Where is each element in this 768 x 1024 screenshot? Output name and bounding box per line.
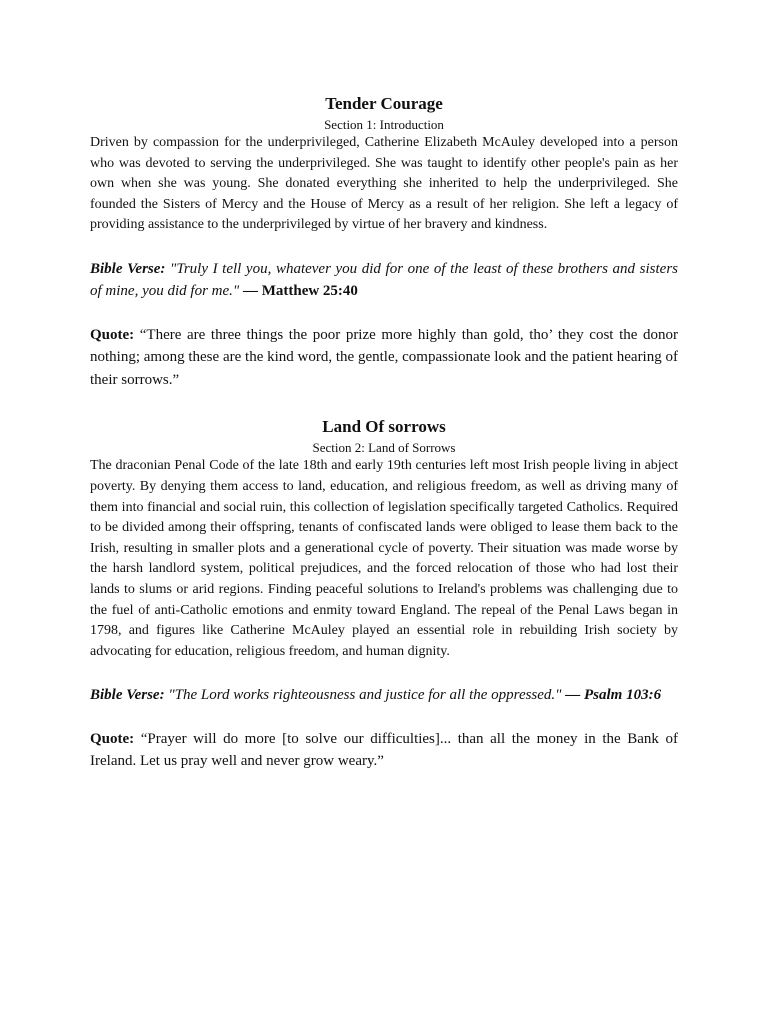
section-subtitle: Section 1: Introduction bbox=[324, 117, 444, 132]
section-body: Driven by compassion for the underprivileged, Catherine Elizabeth McAuley developed into a person who was devoted to serving the underprivileged. She was taught to identify other people's pain as her own when she was young. She donated everything she inherited to help the underprivileged. She founded the Sisters of Mercy and the House of Mercy as a result of her religion. She left a legacy of providing assistance to the underprivileged by virtue of her bravery and kindness. bbox=[90, 135, 678, 233]
section-title: Tender Courage bbox=[325, 94, 443, 113]
spacer bbox=[90, 662, 678, 684]
quote-label: Quote: bbox=[90, 326, 135, 343]
bible-verse-text: "Truly I tell you, whatever you did for one of the least of these brothers and sisters of mine, you did for me." bbox=[90, 260, 678, 300]
section-introduction bbox=[90, 92, 678, 415]
spacer bbox=[90, 303, 678, 324]
document-page bbox=[90, 92, 678, 773]
bible-verse bbox=[90, 684, 678, 707]
spacer bbox=[90, 707, 678, 728]
quote bbox=[90, 324, 678, 392]
section-title: Land Of sorrows bbox=[322, 417, 446, 437]
bible-verse bbox=[90, 258, 678, 303]
bible-verse-reference: — Matthew 25:40 bbox=[239, 283, 358, 300]
bible-verse-text: "The Lord works righteousness and justice for all the oppressed." bbox=[164, 687, 562, 704]
bible-verse-reference: — Psalm 103:6 bbox=[561, 687, 662, 704]
quote-label: Quote: bbox=[90, 730, 135, 747]
spacer bbox=[90, 236, 678, 258]
spacer bbox=[90, 391, 678, 415]
quote-text: “There are three things the poor prize more highly than gold, tho’ they cost the donor nothing; among these are the kind word, the gentle, compassionate look and the patient hearing of their sorrows.” bbox=[90, 326, 678, 388]
section-land-of-sorrows bbox=[90, 415, 678, 772]
section-subtitle: Section 2: Land of Sorrows bbox=[312, 440, 456, 456]
bible-verse-label: Bible Verse: bbox=[90, 687, 165, 704]
bible-verse-label: Bible Verse: bbox=[90, 260, 166, 277]
quote-text: “Prayer will do more [to solve our difficulties]... than all the money in the Bank of Ireland. Let us pray well and never grow weary.” bbox=[90, 730, 678, 770]
quote bbox=[90, 728, 678, 773]
section-body: The draconian Penal Code of the late 18th and early 19th centuries left most Irish people living in abject poverty. By denying them access to land, education, and religious freedom, as well as driving many of them into financial and social ruin, this collection of legislation specifically targeted Catholics. Required to be divided among their offspring, tenants of confiscated lands were obliged to lease them back to the Irish, resulting in smaller plots and a generational cycle of poverty. Their situation was made worse by the harsh landlord system, political prejudices, and the forced relocation of those who had lost their lands to slums or arid regions. Finding peaceful solutions to Ireland's problems was challenging due to the fuel of anti-Catholic emotions and enmity toward England. The repeal of the Penal Laws began in 1798, and figures like Catherine McAuley played an essential role in rebuilding Irish society by advocating for education, religious freedom, and human dignity. bbox=[90, 458, 678, 659]
